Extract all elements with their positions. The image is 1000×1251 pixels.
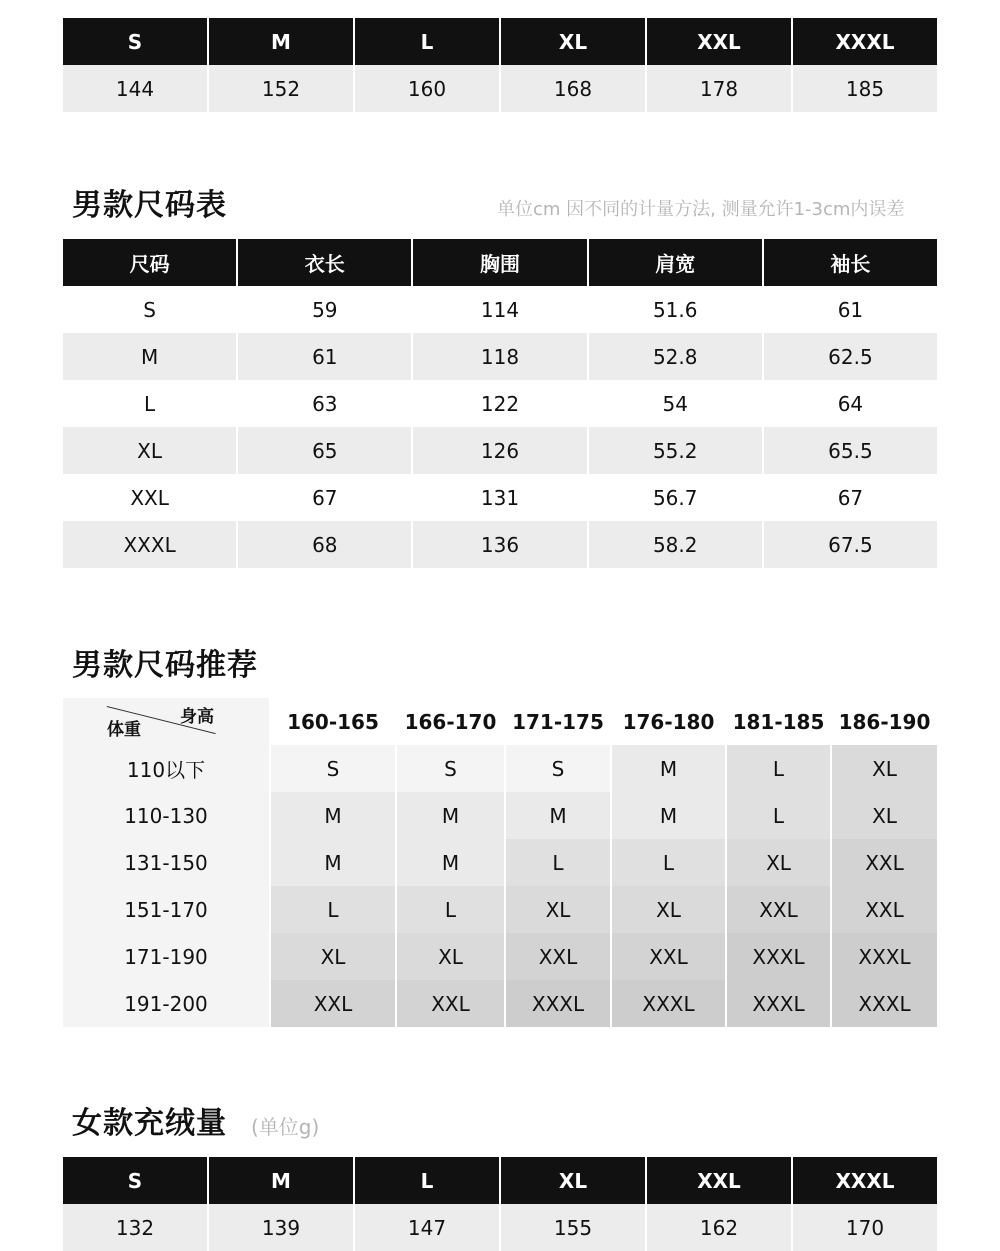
- recommended-size-cell: XXXL: [830, 980, 937, 1027]
- table-cell: 58.2: [587, 521, 762, 568]
- table-cell: 65: [236, 427, 411, 474]
- recommend-row: [63, 886, 937, 933]
- recommend-row: [63, 839, 937, 886]
- height-header: 171-175: [504, 698, 610, 745]
- value-cell: 139: [207, 1204, 353, 1251]
- size-header: XXL: [645, 18, 791, 65]
- recommended-size-cell: XL: [395, 933, 504, 980]
- column-header: 袖长: [762, 239, 937, 286]
- table-cell: 56.7: [587, 474, 762, 521]
- recommended-size-cell: XXXL: [830, 933, 937, 980]
- recommended-size-cell: XL: [830, 792, 937, 839]
- table-cell: 65.5: [762, 427, 937, 474]
- weight-range-cell: 191-200: [63, 980, 269, 1027]
- weight-label: 体重: [107, 720, 141, 740]
- recommend-row: [63, 933, 937, 980]
- recommended-size-cell: XL: [830, 745, 937, 792]
- height-label: 身高: [180, 707, 214, 727]
- size-header: S: [63, 18, 207, 65]
- table-row: [63, 427, 937, 474]
- height-header: 160-165: [269, 698, 395, 745]
- table-cell: 61: [236, 333, 411, 380]
- table-cell: 118: [411, 333, 586, 380]
- recommended-size-cell: XXL: [830, 839, 937, 886]
- size-header: L: [353, 18, 499, 65]
- recommended-size-cell: XL: [504, 886, 610, 933]
- column-header: 尺码: [63, 239, 236, 286]
- recommended-size-cell: XL: [269, 933, 395, 980]
- table-row: [63, 474, 937, 521]
- table-cell: 114: [411, 286, 586, 333]
- recommended-size-cell: L: [610, 839, 725, 886]
- column-header: 衣长: [236, 239, 411, 286]
- recommended-size-cell: XXXL: [610, 980, 725, 1027]
- men-size-table: [63, 239, 937, 568]
- weight-range-cell: 151-170: [63, 886, 269, 933]
- recommended-size-cell: M: [269, 839, 395, 886]
- value-cell: 185: [791, 65, 937, 112]
- size-header: XL: [499, 1157, 645, 1204]
- recommended-size-cell: S: [269, 745, 395, 792]
- value-cell: 162: [645, 1204, 791, 1251]
- recommended-size-cell: XXL: [395, 980, 504, 1027]
- recommended-size-cell: L: [395, 886, 504, 933]
- recommended-size-cell: XXL: [269, 980, 395, 1027]
- recommended-size-cell: XXL: [725, 886, 830, 933]
- size-header: M: [207, 1157, 353, 1204]
- recommended-size-cell: M: [504, 792, 610, 839]
- table-cell: XXXL: [63, 521, 236, 568]
- size-header: XXXL: [791, 1157, 937, 1204]
- height-header: 186-190: [830, 698, 937, 745]
- corner-header: [63, 698, 269, 745]
- value-cell: 168: [499, 65, 645, 112]
- recommended-size-cell: M: [395, 839, 504, 886]
- recommend-row: [63, 980, 937, 1027]
- table-cell: 68: [236, 521, 411, 568]
- men-size-chart-title: 男款尺码表: [72, 188, 227, 223]
- weight-range-cell: 131-150: [63, 839, 269, 886]
- table-cell: M: [63, 333, 236, 380]
- recommended-size-cell: XXL: [610, 933, 725, 980]
- measurement-note: 单位cm 因不同的计量方法, 测量允许1-3cm内误差: [497, 199, 905, 220]
- recommended-size-cell: XXXL: [725, 933, 830, 980]
- table-row: [63, 286, 937, 333]
- table-cell: 62.5: [762, 333, 937, 380]
- recommended-size-cell: XXL: [830, 886, 937, 933]
- table-cell: 131: [411, 474, 586, 521]
- height-header: 166-170: [395, 698, 504, 745]
- recommended-size-cell: S: [504, 745, 610, 792]
- recommended-size-cell: M: [610, 792, 725, 839]
- women-top-table: [63, 18, 937, 112]
- recommended-size-cell: M: [610, 745, 725, 792]
- recommend-row: [63, 745, 937, 792]
- table-cell: 52.8: [587, 333, 762, 380]
- table-cell: XL: [63, 427, 236, 474]
- value-cell: 152: [207, 65, 353, 112]
- table-cell: 63: [236, 380, 411, 427]
- table-cell: S: [63, 286, 236, 333]
- table-cell: XXL: [63, 474, 236, 521]
- size-header: XXXL: [791, 18, 937, 65]
- table-cell: 51.6: [587, 286, 762, 333]
- table-cell: 67: [762, 474, 937, 521]
- unit-note: (单位g): [251, 1115, 320, 1139]
- weight-range-cell: 171-190: [63, 933, 269, 980]
- height-header: 181-185: [725, 698, 830, 745]
- recommended-size-cell: XXXL: [725, 980, 830, 1027]
- recommended-size-cell: M: [395, 792, 504, 839]
- table-cell: 136: [411, 521, 586, 568]
- size-header: XXL: [645, 1157, 791, 1204]
- weight-range-cell: 110以下: [63, 745, 269, 792]
- weight-range-cell: 110-130: [63, 792, 269, 839]
- table-row: [63, 521, 937, 568]
- recommended-size-cell: XXXL: [504, 980, 610, 1027]
- recommended-size-cell: S: [395, 745, 504, 792]
- column-header: 胸围: [411, 239, 586, 286]
- table-cell: 55.2: [587, 427, 762, 474]
- recommended-size-cell: XL: [725, 839, 830, 886]
- table-cell: 67.5: [762, 521, 937, 568]
- recommend-row: [63, 792, 937, 839]
- women-fill-title: 女款充绒量: [72, 1106, 227, 1141]
- recommended-size-cell: L: [725, 745, 830, 792]
- table-cell: 126: [411, 427, 586, 474]
- recommended-size-cell: L: [725, 792, 830, 839]
- value-cell: 132: [63, 1204, 207, 1251]
- table-cell: 67: [236, 474, 411, 521]
- value-cell: 155: [499, 1204, 645, 1251]
- value-cell: 178: [645, 65, 791, 112]
- table-cell: 64: [762, 380, 937, 427]
- size-header: S: [63, 1157, 207, 1204]
- table-cell: L: [63, 380, 236, 427]
- value-cell: 147: [353, 1204, 499, 1251]
- men-recommend-title: 男款尺码推荐: [72, 648, 258, 683]
- table-cell: 59: [236, 286, 411, 333]
- column-header: 肩宽: [587, 239, 762, 286]
- value-cell: 160: [353, 65, 499, 112]
- recommended-size-cell: L: [504, 839, 610, 886]
- table-cell: 61: [762, 286, 937, 333]
- value-cell: 170: [791, 1204, 937, 1251]
- recommended-size-cell: XXL: [504, 933, 610, 980]
- value-cell: 144: [63, 65, 207, 112]
- men-recommend-table: [63, 698, 937, 1027]
- size-header: XL: [499, 18, 645, 65]
- recommended-size-cell: XL: [610, 886, 725, 933]
- size-header: L: [353, 1157, 499, 1204]
- table-cell: 54: [587, 380, 762, 427]
- recommended-size-cell: L: [269, 886, 395, 933]
- size-header: M: [207, 18, 353, 65]
- recommend-body: [63, 745, 937, 1027]
- women-fill-table: [63, 1157, 937, 1240]
- recommended-size-cell: M: [269, 792, 395, 839]
- table-cell: 122: [411, 380, 586, 427]
- table-row: [63, 380, 937, 427]
- table-row: [63, 333, 937, 380]
- height-header: 176-180: [610, 698, 725, 745]
